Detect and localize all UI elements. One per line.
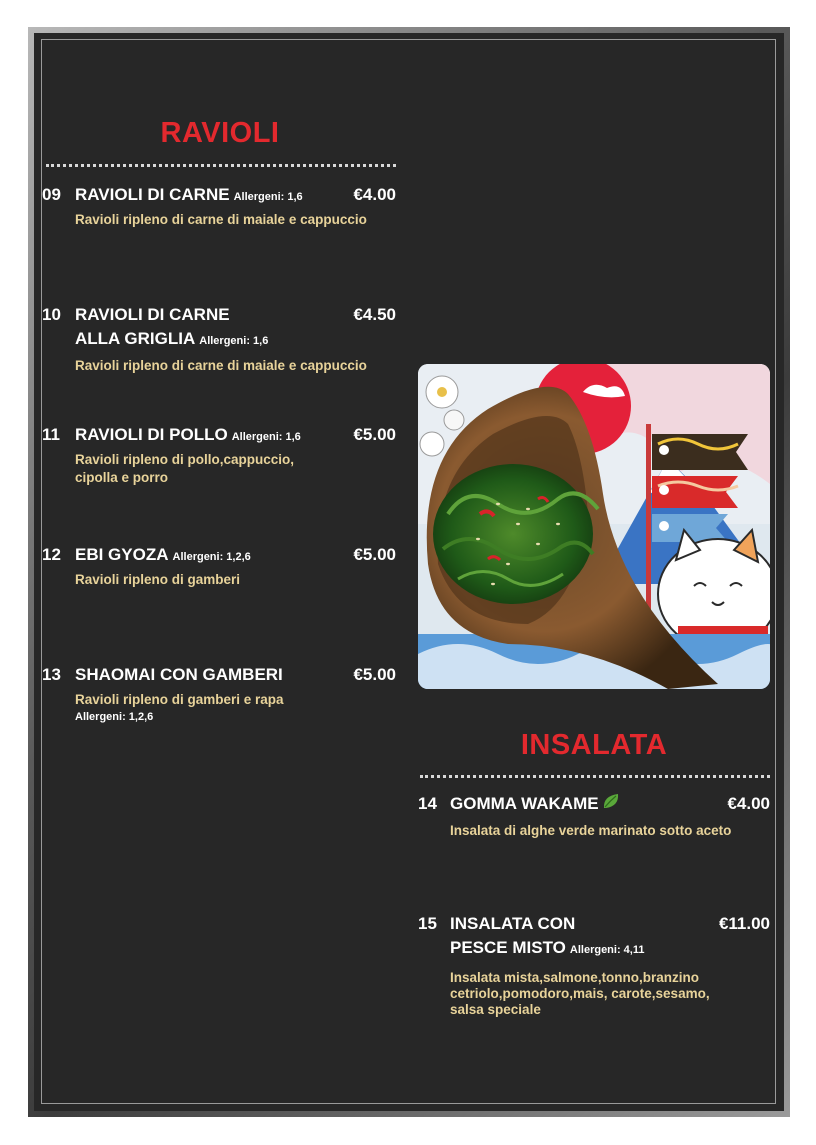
wakame-salad-photo bbox=[418, 364, 770, 689]
item-allergens: Allergeni: 1,6 bbox=[233, 191, 303, 203]
item-name: GOMMA WAKAME bbox=[450, 792, 620, 817]
menu-item-11 bbox=[42, 423, 398, 493]
item-name: RAVIOLI DI CARNE Allergeni: 1,6 bbox=[75, 185, 303, 204]
section-title-ravioli: RAVIOLI bbox=[160, 117, 280, 149]
item-price: €11.00 bbox=[718, 914, 770, 933]
item-allergens: Allergeni: 4,11 bbox=[569, 944, 645, 956]
menu-item-09 bbox=[42, 183, 398, 243]
item-number: 13 bbox=[42, 665, 61, 684]
item-name: EBI GYOZA Allergeni: 1,2,6 bbox=[75, 545, 251, 564]
item-number: 11 bbox=[42, 425, 60, 444]
item-description-line3: salsa speciale bbox=[450, 1002, 541, 1017]
item-price: €4.00 bbox=[727, 794, 770, 813]
item-description-line2: cetriolo,pomodoro,mais, carote,sesamo, bbox=[450, 986, 710, 1001]
item-price: €4.50 bbox=[353, 305, 396, 324]
section-divider-insalata bbox=[420, 775, 770, 778]
menu-item-10 bbox=[42, 303, 398, 383]
item-number: 10 bbox=[42, 305, 61, 324]
item-price: €5.00 bbox=[353, 665, 396, 684]
item-name-line2: PESCE MISTO Allergeni: 4,11 bbox=[450, 938, 645, 957]
section-title-insalata: INSALATA bbox=[520, 729, 668, 761]
item-price: €5.00 bbox=[353, 545, 396, 564]
item-description: Ravioli ripleno di carne di maiale e cappuccio bbox=[75, 358, 367, 373]
item-description: Ravioli ripleno di carne di maiale e cappuccio bbox=[75, 212, 367, 227]
item-description: Insalata di alghe verde marinato sotto aceto bbox=[450, 823, 732, 838]
item-allergens: Allergeni: 1,2,6 bbox=[75, 711, 154, 723]
item-number: 12 bbox=[42, 545, 61, 564]
section-divider-ravioli bbox=[46, 164, 396, 167]
item-name-line1: INSALATA CON bbox=[450, 914, 576, 933]
item-price: €4.00 bbox=[353, 185, 396, 204]
menu-item-15 bbox=[418, 912, 772, 1022]
menu-item-14 bbox=[418, 792, 772, 852]
item-number: 09 bbox=[42, 185, 61, 204]
menu-item-13 bbox=[42, 663, 398, 733]
item-price: €5.00 bbox=[353, 425, 396, 444]
item-name: RAVIOLI DI POLLO Allergeni: 1,6 bbox=[75, 425, 301, 444]
item-description-line2: cipolla e porro bbox=[75, 470, 169, 485]
item-number: 14 bbox=[418, 794, 437, 813]
item-description: Ravioli ripleno di gamberi e rapa bbox=[75, 692, 284, 707]
item-name-line1: RAVIOLI DI CARNE bbox=[75, 305, 230, 324]
item-allergens: Allergeni: 1,6 bbox=[231, 431, 301, 443]
item-allergens: Allergeni: 1,6 bbox=[199, 335, 269, 347]
item-description-line1: Insalata mista,salmone,tonno,branzino bbox=[450, 970, 700, 985]
item-description: Ravioli ripleno di gamberi bbox=[75, 572, 241, 587]
item-allergens: Allergeni: 1,2,6 bbox=[172, 551, 251, 563]
item-number: 15 bbox=[418, 914, 437, 933]
menu-item-12 bbox=[42, 543, 398, 603]
item-description-line1: Ravioli ripleno di pollo,cappuccio, bbox=[75, 452, 295, 467]
vegan-leaf-icon bbox=[602, 792, 620, 817]
item-name: SHAOMAI CON GAMBERI bbox=[75, 665, 283, 684]
item-name-line2: ALLA GRIGLIA Allergeni: 1,6 bbox=[75, 329, 269, 348]
